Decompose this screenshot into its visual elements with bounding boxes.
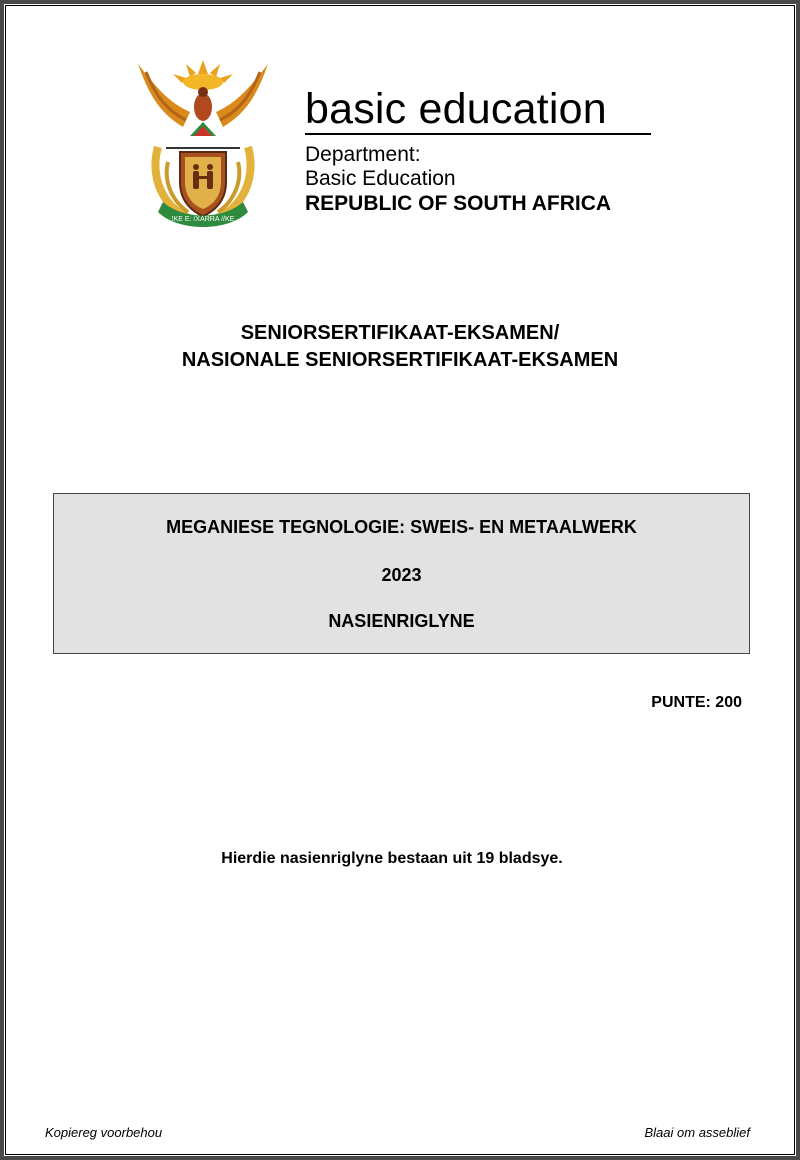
page-count-note: Hierdie nasienriglyne bestaan uit 19 bladsye. bbox=[221, 850, 563, 867]
country-name: REPUBLIC OF SOUTH AFRICA bbox=[305, 192, 612, 215]
footer-turn-page: Blaai om asseblief bbox=[644, 1125, 750, 1140]
department-name: Basic Education bbox=[305, 167, 456, 190]
document-type: NASIENRIGLYNE bbox=[328, 611, 475, 631]
exam-year: 2023 bbox=[381, 565, 422, 585]
footer-copyright: Kopiereg voorbehou bbox=[45, 1125, 163, 1140]
coat-of-arms-icon bbox=[128, 52, 278, 232]
brand-title: basic education bbox=[305, 85, 607, 133]
total-marks: PUNTE: 200 bbox=[651, 694, 742, 711]
subject-box bbox=[53, 493, 750, 654]
subject-title: MEGANIESE TEGNOLOGIE: SWEIS- EN METAALWERK bbox=[166, 517, 637, 537]
brand-underline bbox=[305, 133, 651, 135]
exam-title-line-2: NASIONALE SENIORSERTIFIKAAT-EKSAMEN bbox=[181, 349, 619, 371]
coat-of-arms-logo bbox=[128, 52, 278, 232]
exam-title-line-1: SENIORSERTIFIKAAT-EKSAMEN/ bbox=[240, 322, 560, 344]
motto-text: !KE E: /XARRA //KE bbox=[171, 216, 235, 223]
department-label: Department: bbox=[305, 143, 421, 166]
